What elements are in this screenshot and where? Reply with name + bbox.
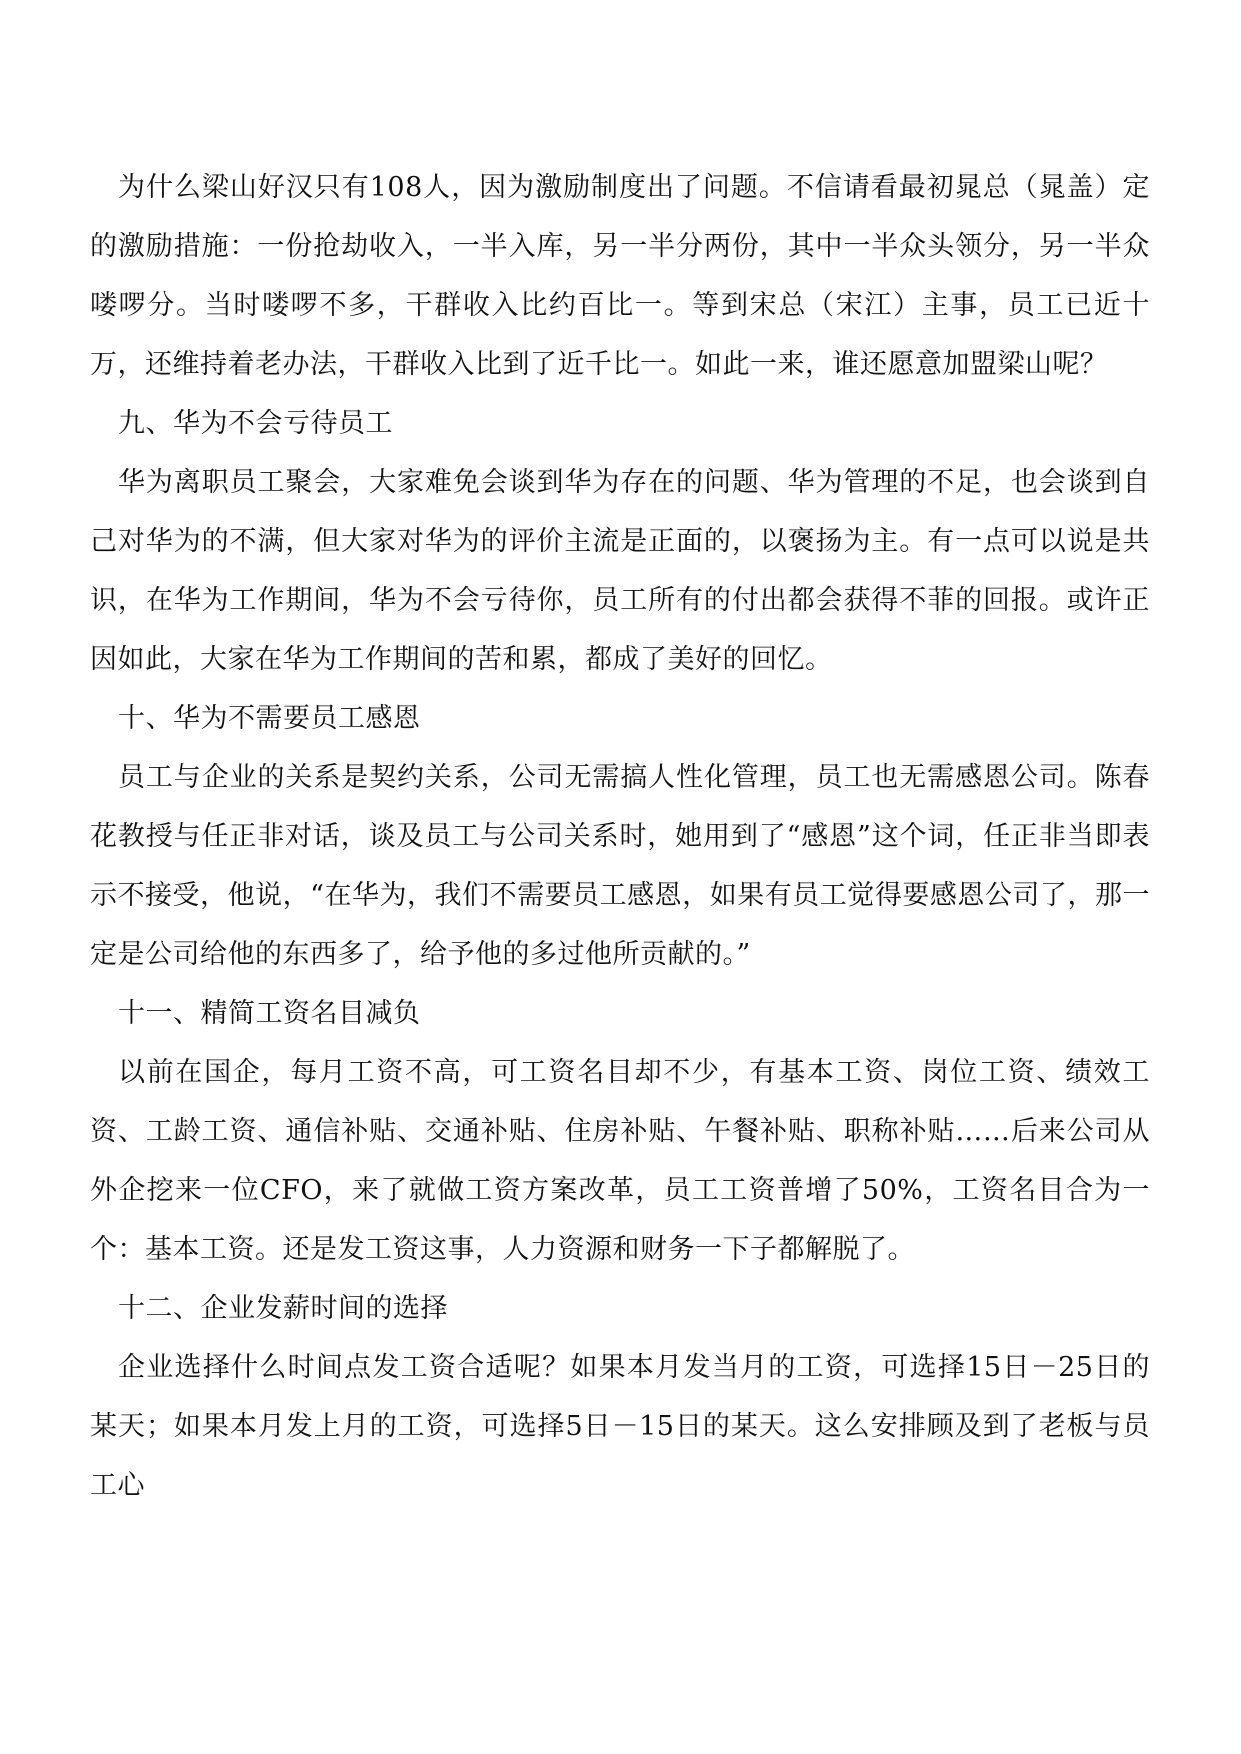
- paragraph-salary-items: 以前在国企，每月工资不高，可工资名目却不少，有基本工资、岗位工资、绩效工资、工龄工资、通信补贴、交通补贴、住房补贴、午餐补贴、职称补贴……后来公司从外企挖来一位CFO，来了就做工资方案改革，员工工资普增了50%，工资名目合为一个：基本工资。还是发工资这事，人力资源和财务一下子都解脱了。: [90, 1057, 1150, 1265]
- paragraph-contract-relationship: 员工与企业的关系是契约关系，公司无需搞人性化管理，员工也无需感恩公司。陈春花教授与任正非对话，谈及员工与公司关系时，她用到了“感恩”这个词，任正非当即表示不接受，他说，“在华为，我们不需要员工感恩，如果有员工觉得要感恩公司了，那一定是公司给他的东西多了，给予他的多过他所贡献的。”: [90, 762, 1150, 970]
- section-heading-9: 九、华为不会亏待员工: [118, 408, 393, 439]
- paragraph-liangshan-incentives: 为什么梁山好汉只有108人，因为激励制度出了问题。不信请看最初晁总（晁盖）定的激励措施：一份抢劫收入，一半入库，另一半分两份，其中一半众头领分，另一半众喽啰分。当时喽啰不多，干群收入比约百比一。等到宋总（宋江）主事，员工已近十万，还维持着老办法，干群收入比到了近千比一。如此一来，谁还愿意加盟梁山呢？: [90, 172, 1150, 380]
- section-heading-11: 十一、精简工资名目减负: [118, 998, 421, 1029]
- section-heading-12: 十二、企业发薪时间的选择: [118, 1293, 448, 1324]
- paragraph-payday-choice: 企业选择什么时间点发工资合适呢？如果本月发当月的工资，可选择15日－25日的某天；如果本月发上月的工资，可选择5日－15日的某天。这么安排顾及到了老板与员工心: [90, 1352, 1150, 1501]
- paragraph-huawei-treatment: 华为离职员工聚会，大家难免会谈到华为存在的问题、华为管理的不足，也会谈到自己对华为的不满，但大家对华为的评价主流是正面的，以褒扬为主。有一点可以说是共识，在华为工作期间，华为不会亏待你，员工所有的付出都会获得不菲的回报。或许正因如此，大家在华为工作期间的苦和累，都成了美好的回忆。: [90, 467, 1150, 675]
- section-heading-10: 十、华为不需要员工感恩: [118, 703, 421, 734]
- document-body: [90, 158, 1150, 1515]
